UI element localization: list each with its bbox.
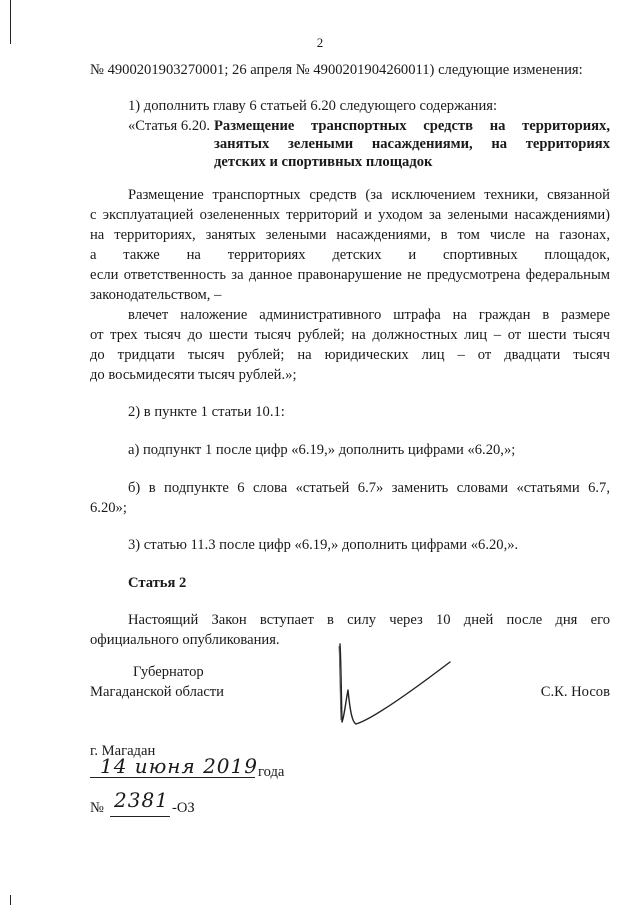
article-620-prefix: «Статья 6.20. — [128, 118, 211, 134]
body-line: на территориях, занятых зелеными насаждениями, в том числе на газонах, — [90, 227, 610, 243]
item-2: 2) в пункте 1 статьи 10.1: — [128, 404, 285, 420]
item-3: 3) статью 11.3 после цифр «6.19,» дополнить цифрами «6.20,». — [128, 537, 519, 553]
item-1: 1) дополнить главу 6 статьей 6.20 следующего содержания: — [128, 98, 498, 114]
article-2-line1: Настоящий Закон вступает в силу через 10 дней после дня его — [128, 612, 610, 628]
body-line: до тридцати тысяч рублей; на юридических лиц – от двадцати тысяч — [90, 347, 610, 363]
governor-name: С.К. Носов — [540, 684, 610, 700]
number-underline — [110, 815, 170, 817]
handwritten-date: 14 июня 2019 — [100, 754, 258, 778]
body-line: до восьмидесяти тысяч рублей.»; — [90, 367, 297, 383]
governor-title-line2: Магаданской области — [90, 684, 224, 700]
number-suffix: -ОЗ — [172, 800, 195, 816]
article-2-heading: Статья 2 — [128, 575, 187, 591]
item-2b-line1: б) в подпункте 6 слова «статьей 6.7» заменить словами «статьями 6.7, — [128, 480, 610, 496]
article-620-title-line3: детских и спортивных площадок — [214, 154, 433, 170]
handwritten-signature — [310, 640, 470, 730]
body-line: Размещение транспортных средств (за исключением техники, связанной — [128, 187, 610, 203]
item-2a: а) подпункт 1 после цифр «6.19,» дополнить цифрами «6.20,»; — [128, 442, 516, 458]
item-2b-line2: 6.20»; — [90, 500, 127, 516]
number-prefix: № — [90, 800, 104, 816]
body-line: а также на территориях детских и спортивных площадок, — [90, 247, 610, 263]
article-2-line2: официального опубликования. — [90, 632, 280, 648]
handwritten-number: 2381 — [114, 788, 169, 812]
place-of-signing: г. Магадан — [90, 743, 156, 759]
body-line: от трех тысяч до шести тысяч рублей; на должностных лиц – от шести тысяч — [90, 327, 610, 343]
date-suffix: года — [258, 764, 285, 780]
article-620-title-line2: занятых зелеными насаждениями, на территориях — [214, 136, 610, 152]
article-620-title-line1: Размещение транспортных средств на территориях, — [214, 118, 610, 134]
intro-line: № 4900201903270001; 26 апреля № 4900201904260011) следующие изменения: — [90, 62, 583, 78]
body-line: законодательством, – — [90, 287, 222, 303]
body-line: влечет наложение административного штрафа на граждан в размере — [128, 307, 610, 323]
body-line: если ответственность за данное правонарушение не предусмотрена федеральным — [90, 267, 610, 283]
page-number: 2 — [316, 35, 324, 50]
body-line: с эксплуатацией озелененных территорий и уходом за зелеными насаждениями) — [90, 207, 610, 223]
governor-title-line1: Губернатор — [133, 664, 204, 680]
scan-edge-mark — [10, 895, 11, 905]
